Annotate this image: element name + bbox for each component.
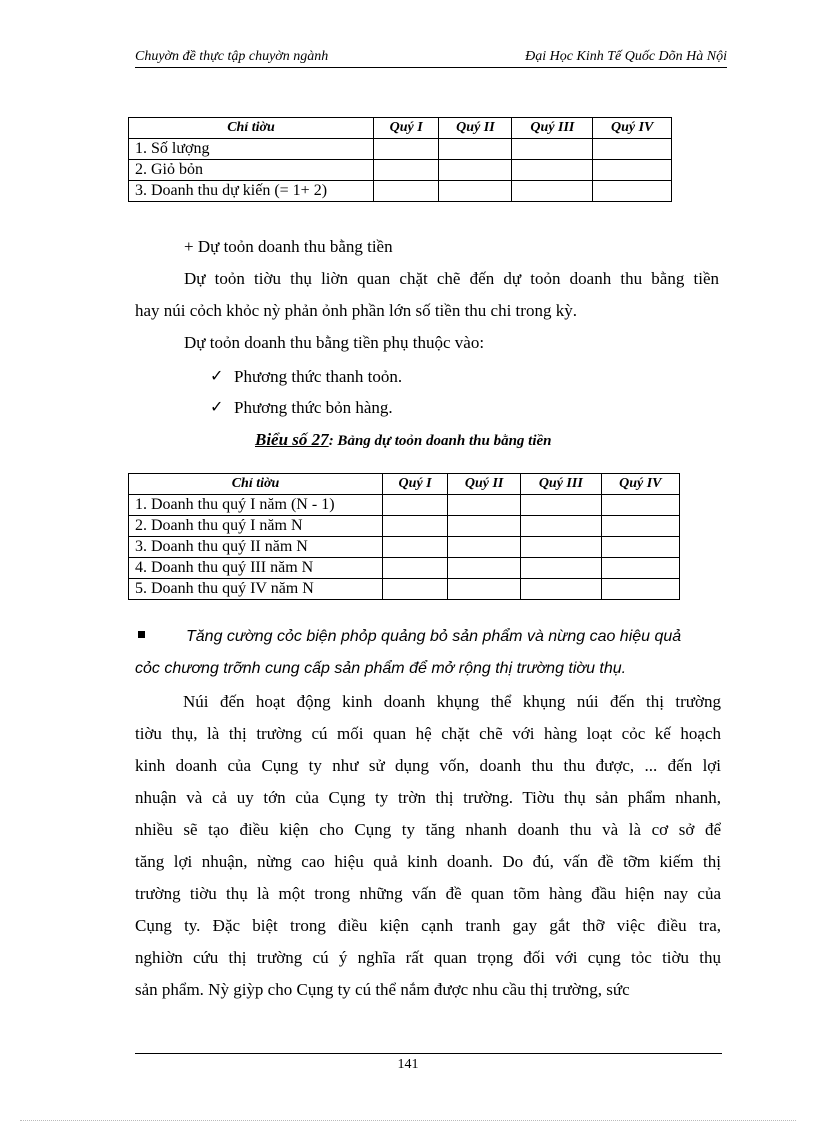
checkmark-icon: ✓	[210, 397, 224, 416]
table-cell	[593, 160, 672, 181]
header-left: Chuyờn đề thực tập chuyờn ngành	[135, 49, 329, 64]
table-cell	[601, 495, 679, 516]
header-cell: Quý III	[521, 474, 602, 495]
header-cell: Quý I	[383, 474, 448, 495]
table-cell	[383, 537, 448, 558]
table-cell	[383, 516, 448, 537]
body-line: Dự toỏn tiờu thụ liờn quan chặt chẽ đến dự toỏn doanh thu bằng tiền	[184, 269, 719, 288]
header-cell: Quý II	[439, 118, 512, 139]
cash-revenue-table	[128, 473, 680, 600]
table-cell	[601, 516, 679, 537]
row-label: 3. Doanh thu quý II năm N	[129, 537, 383, 558]
paragraph-line: Cụng ty. Đặc biệt trong điều kiện cạnh tranh gay gắt thỡ việc điều tra,	[135, 916, 721, 935]
table-cell	[521, 579, 602, 600]
sales-forecast-table	[128, 117, 672, 202]
table-cell	[593, 181, 672, 202]
footer-divider	[135, 1053, 722, 1054]
header-cell: Quý IV	[593, 118, 672, 139]
row-label: 2. Giỏ bỏn	[129, 160, 374, 181]
paragraph-line: Núi đến hoạt động kinh doanh khụng thể khụng núi đến thị trường	[183, 692, 721, 711]
body-line: Dự toỏn doanh thu bằng tiền phụ thuộc vào:	[184, 333, 485, 352]
header-right: Đại Học Kinh Tế Quốc Dõn Hà Nội	[525, 49, 727, 64]
table-cell	[512, 139, 593, 160]
table-row	[129, 579, 680, 600]
header-cell: Quý II	[448, 474, 521, 495]
square-bullet-icon	[138, 631, 145, 638]
page-number: 141	[397, 1057, 419, 1072]
page-header	[135, 49, 727, 68]
table-cell	[374, 181, 439, 202]
paragraph-line: trường tiờu thụ là một trong những vấn đề quan tõm hàng đầu hiện nay của	[135, 884, 721, 903]
table-cell	[383, 579, 448, 600]
section-heading-line: cỏc chương trỡnh cung cấp sản phẩm để mở rộng thị trường tiờu thụ.	[135, 660, 627, 677]
table-row	[129, 537, 680, 558]
table-cell	[374, 139, 439, 160]
paragraph-line: nhiều sẽ tạo điều kiện cho Cụng ty tăng nhanh doanh thu và là cơ sở để	[135, 820, 721, 839]
caption-number: Biểu số 27	[255, 430, 329, 449]
table-row	[129, 558, 680, 579]
table-cell	[521, 537, 602, 558]
check-item: Phương thức thanh toỏn.	[234, 367, 403, 386]
table-cell	[448, 579, 521, 600]
table-row	[129, 495, 680, 516]
header-cell: Quý I	[374, 118, 439, 139]
header-cell: Chỉ tiờu	[129, 118, 374, 139]
row-label: 4. Doanh thu quý III năm N	[129, 558, 383, 579]
table-cell	[439, 160, 512, 181]
header-cell: Quý IV	[601, 474, 679, 495]
table-cell	[383, 495, 448, 516]
table-cell	[374, 160, 439, 181]
row-label: 1. Doanh thu quý I năm (N - 1)	[129, 495, 383, 516]
table-header-row	[129, 474, 680, 495]
table-cell	[601, 558, 679, 579]
table-cell	[521, 558, 602, 579]
table-cell	[439, 139, 512, 160]
table-cell	[512, 181, 593, 202]
row-label: 3. Doanh thu dự kiến (= 1+ 2)	[129, 181, 374, 202]
table-cell	[448, 495, 521, 516]
header-cell: Quý III	[512, 118, 593, 139]
row-label: 5. Doanh thu quý IV năm N	[129, 579, 383, 600]
check-item: Phương thức bỏn hàng.	[234, 398, 393, 417]
body-paragraph	[135, 686, 721, 1006]
table-cell	[593, 139, 672, 160]
table-row	[129, 160, 672, 181]
header-cell: Chỉ tiờu	[129, 474, 383, 495]
paragraph-line: nghiờn cứu thị trường cú ý nghĩa rất quan trọng đối với cụng tỏc tiờu thụ	[135, 948, 721, 967]
row-label: 1. Số lượng	[129, 139, 374, 160]
checkmark-icon: ✓	[210, 366, 224, 385]
table-cell	[383, 558, 448, 579]
table-cell	[512, 160, 593, 181]
paragraph-line: tiờu thụ, là thị trường cú mối quan hệ chặt chẽ với hàng loạt cỏc kế hoạch	[135, 724, 721, 743]
table-cell	[448, 558, 521, 579]
page-edge-divider	[20, 1120, 796, 1121]
table-cell	[601, 537, 679, 558]
table-cell	[439, 181, 512, 202]
paragraph-line: nhuận và cả uy tớn của Cụng ty trờn thị trường. Tiờu thụ sản phẩm nhanh,	[135, 788, 721, 807]
table-cell	[521, 516, 602, 537]
table-row	[129, 139, 672, 160]
paragraph-line: sản phẩm. Nỳ giỳp cho Cụng ty cú thể nắm được nhu cầu thị trường, sức	[135, 980, 630, 999]
table-caption	[255, 430, 552, 450]
table-cell	[601, 579, 679, 600]
section-heading-line: Tăng cường cỏc biện phỏp quảng bỏ sản phẩm và nừng cao hiệu quả	[186, 628, 682, 645]
caption-text: : Bảng dự toỏn doanh thu bằng tiền	[328, 433, 552, 449]
table-cell	[448, 537, 521, 558]
table-cell	[521, 495, 602, 516]
table-cell	[448, 516, 521, 537]
table-header-row	[129, 118, 672, 139]
paragraph-line: kinh doanh của Cụng ty như sử dụng vốn, doanh thu thu được, ... đến lợi	[135, 756, 721, 775]
cash-revenue-heading: + Dự toỏn doanh thu bằng tiền	[184, 237, 393, 256]
row-label: 2. Doanh thu quý I năm N	[129, 516, 383, 537]
table-row	[129, 181, 672, 202]
table-row	[129, 516, 680, 537]
body-line: hay núi cỏch khỏc nỳ phản ỏnh phần lớn số tiền thu chi trong kỳ.	[135, 301, 577, 320]
paragraph-line: tăng lợi nhuận, nừng cao hiệu quả kinh doanh. Do đú, vấn đề tỡm kiếm thị	[135, 852, 721, 871]
